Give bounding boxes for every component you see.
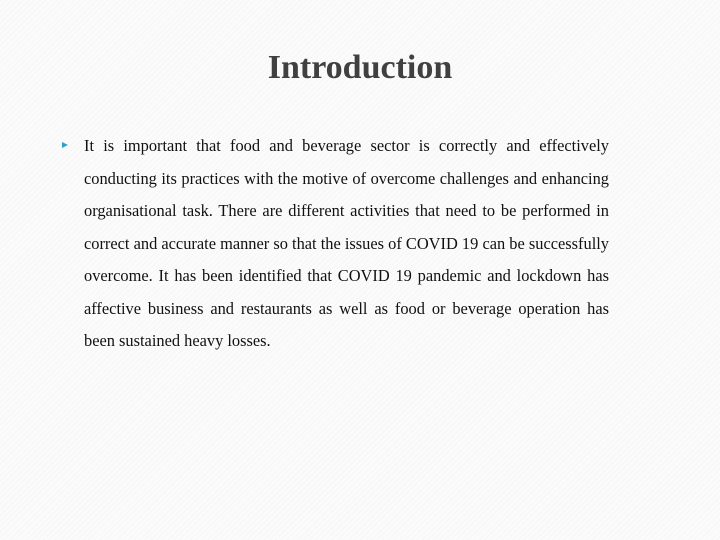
slide-title: Introduction	[267, 49, 453, 86]
slide-content	[60, 130, 612, 358]
bullet-text: It is important that food and beverage sector is correctly and effectively conducting its practices with the motive of overcome challenges and enhancing organisational task. There are different activities that need to be performed in correct and accurate manner so that the issues of COVID 19 can be successfully overcome. It has been identified that COVID 19 pandemic and lockdown has affective business and restaurants as well as food or beverage operation has been sustained heavy losses.	[84, 136, 609, 350]
triangle-bullet-icon	[62, 142, 68, 148]
bullet-item	[60, 130, 612, 358]
